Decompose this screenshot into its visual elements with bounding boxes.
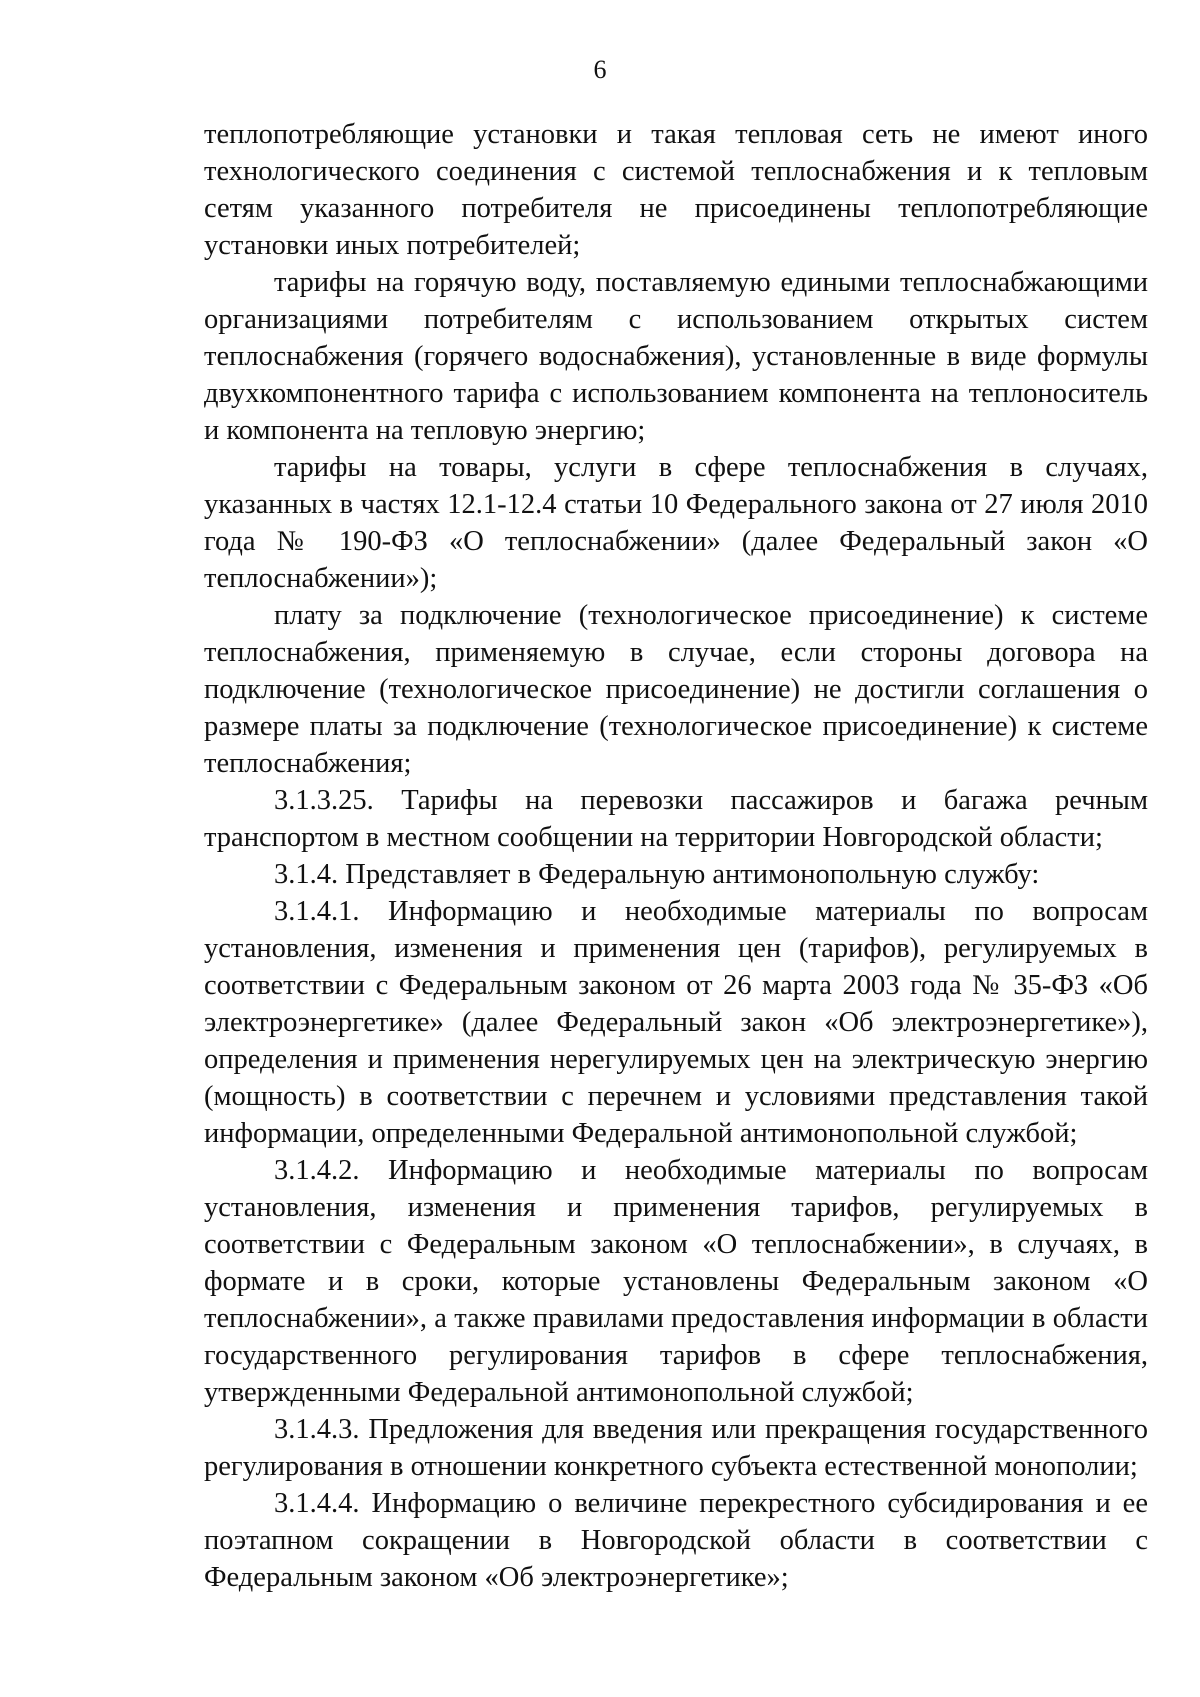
paragraph-hot-water-tariffs: тарифы на горячую воду, поставляемую едиными теплоснабжающими организациями потребителям с использованием открытых систем теплоснабжения (горячего водоснабжения), установленные в виде формулы двухкомпонентного тарифа с использованием компонента на теплоноситель и компонента на тепловую энергию; [204, 267, 1148, 446]
paragraph-3-1-4-4: 3.1.4.4. Информацию о величине перекрестного субсидирования и ее поэтапном сокращении в Новгородской области в соответствии с Федеральным законом «Об электроэнергетике»; [204, 1488, 1148, 1593]
paragraph-heat-supply-tariffs: тарифы на товары, услуги в сфере теплоснабжения в случаях, указанных в частях 12.1-12.4 статьи 10 Федерального закона от 27 июля 2010 года № 190-ФЗ «О теплоснабжении» (далее Федеральный закон «О теплоснабжении»); [204, 452, 1148, 594]
paragraph-continuation: теплопотребляющие установки и такая тепловая сеть не имеют иного технологического соединения с системой теплоснабжения и к тепловым сетям указанного потребителя не присоединены теплопотребляющие установки иных потребителей; [204, 119, 1148, 261]
paragraph-connection-fee: плату за подключение (технологическое присоединение) к системе теплоснабжения, применяемую в случае, если стороны договора на подключение (технологическое присоединение) не достигли соглашения о размере платы за подключение (технологическое присоединение) к системе теплоснабжения; [204, 600, 1148, 779]
document-body [204, 116, 1148, 1596]
page-number: 6 [593, 55, 607, 84]
paragraph-3-1-4-2: 3.1.4.2. Информацию и необходимые материалы по вопросам установления, изменения и применения тарифов, регулируемых в соответствии с Федеральным законом «О теплоснабжении», в случаях, в формате и в сроки, которые установлены Федеральным законом «О теплоснабжении», а также правилами предоставления информации в области государственного регулирования тарифов в сфере теплоснабжения, утвержденными Федеральной антимонопольной службой; [204, 1155, 1148, 1408]
paragraph-3-1-4-3: 3.1.4.3. Предложения для введения или прекращения государственного регулирования в отношении конкретного субъекта естественной монополии; [204, 1414, 1148, 1482]
paragraph-3-1-4-1: 3.1.4.1. Информацию и необходимые материалы по вопросам установления, изменения и применения цен (тарифов), регулируемых в соответствии с Федеральным законом от 26 марта 2003 года № 35-ФЗ «Об электроэнергетике» (далее Федеральный закон «Об электроэнергетике»), определения и применения нерегулируемых цен на электрическую энергию (мощность) в соответствии с перечнем и условиями представления такой информации, определенными Федеральной антимонопольной службой; [204, 896, 1148, 1149]
paragraph-3-1-3-25: 3.1.3.25. Тарифы на перевозки пассажиров и багажа речным транспортом в местном сообщении на территории Новгородской области; [204, 785, 1148, 853]
paragraph-3-1-4: 3.1.4. Представляет в Федеральную антимонопольную службу: [274, 859, 1040, 890]
